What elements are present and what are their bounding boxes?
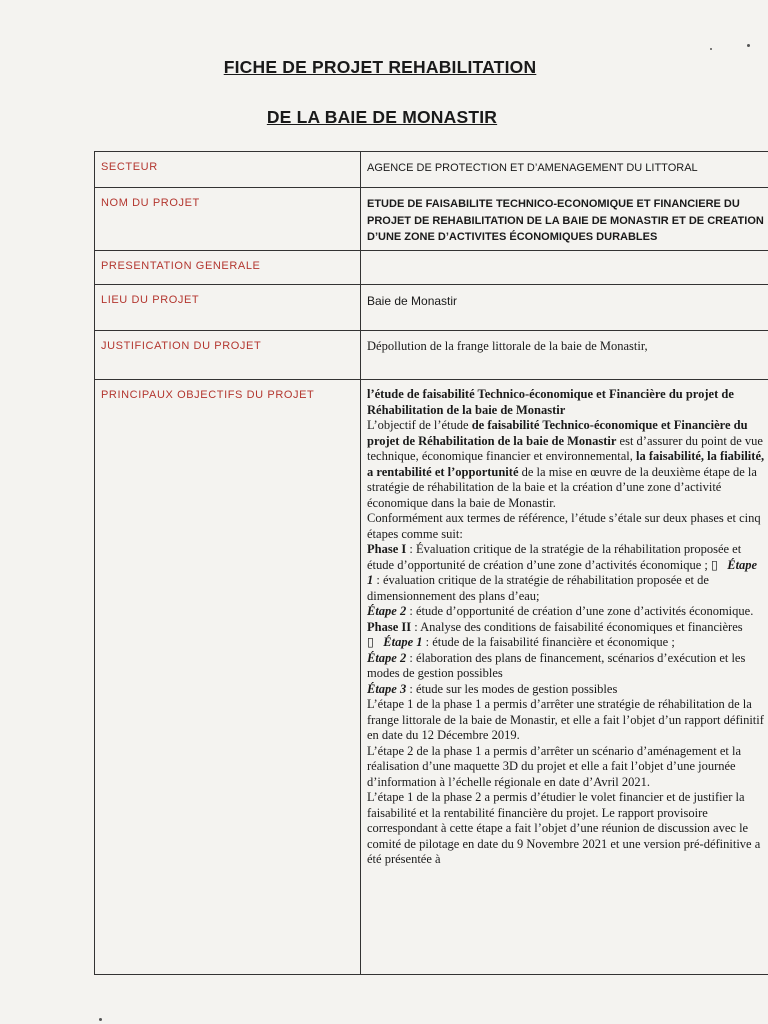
objectives-body <box>367 418 765 868</box>
table-row-presentation <box>95 251 768 285</box>
phase-1-etape-2: Étape 2 : étude d’opportunité de création d’une zone d’activités économique. <box>367 604 754 618</box>
row-label: NOM DU PROJET <box>95 188 361 251</box>
table-row-secteur <box>95 152 768 188</box>
document-subtitle: DE LA BAIE DE MONASTIR <box>266 107 498 127</box>
objectives-paragraph: L’étape 1 de la phase 2 a permis d’étudier le volet financier et de justifier la faisabilité et la rentabilité financière du projet. Le rapport provisoire correspondant à cette étape a fait l’objet d’une réunion de discussion avec le comité de pilotage en date du 9 Novembre 2021 et une version pré-définitive a été présentée à <box>367 790 761 866</box>
row-label: PRESENTATION GENERALE <box>95 251 361 285</box>
table-row-nom-projet <box>95 188 768 251</box>
row-value: Baie de Monastir <box>367 294 458 308</box>
row-label: SECTEUR <box>95 152 361 188</box>
table-row-objectifs <box>95 380 768 975</box>
table-row-justification <box>95 331 768 380</box>
phase-2-etape-2: Étape 2 : élaboration des plans de financement, scénarios d’exécution et les modes de gestion possibles <box>367 650 746 680</box>
row-label: PRINCIPAUX OBJECTIFS DU PROJET <box>95 380 361 975</box>
objectives-heading: l’étude de faisabilité Technico-économique et Financière du projet de Réhabilitation de la baie de Monastir <box>367 387 734 417</box>
objectives-paragraph: L’étape 2 de la phase 1 a permis d’arrêter un scénario d’aménagement et la réalisation d’une maquette 3D du projet et elle a fait l’objet d’une journée d’information à l’échelle régionale en date d’Avril 2021. <box>367 743 742 789</box>
phase-2: Phase II : Analyse des conditions de faisabilité économiques et financières ▯ Étape 1 : étude de la faisabilité financière et économique ; <box>367 619 743 649</box>
row-label: JUSTIFICATION DU PROJET <box>95 331 361 380</box>
table-row-lieu <box>95 285 768 331</box>
project-sheet-table <box>94 151 768 975</box>
row-value: ETUDE DE FAISABILITE TECHNICO-ECONOMIQUE ET FINANCIERE DU PROJET DE REHABILITATION DE LA BAIE DE MONASTIR ET DE CREATION D’UNE ZONE D’ACTIVITES ÉCONOMIQUES DURABLES <box>367 198 764 243</box>
scan-speck <box>99 1018 102 1021</box>
objectives-paragraph: L’objectif de l’étude de faisabilité Technico-économique et Financière du projet de Réhabilitation de la baie de Monastir est d’assurer du point de vue technique, économique financier et environnemental, la faisabilité, la fiabilité, a rentabilité et l’opportunité de la mise en œuvre de la deuxième étape de la stratégie de réhabilitation de la baie et la création d’une zone d’activité économique dans la baie de Monastir. <box>367 418 765 510</box>
phase-1: Phase I : Évaluation critique de la stratégie de la réhabilitation proposée et étude d’opportunité de création d’une zone d’activités économique ; ▯ Étape 1 : évaluation critique de la stratégie de réhabilitation proposée et de dimensionnement des plans d’eau; <box>367 542 758 603</box>
row-value: Dépollution de la frange littorale de la baie de Monastir, <box>367 339 648 353</box>
scan-speck <box>710 48 712 50</box>
phase-2-etape-3: Étape 3 : étude sur les modes de gestion possibles <box>367 681 618 696</box>
scan-speck <box>747 44 750 47</box>
document-title: FICHE DE PROJET REHABILITATION <box>223 57 537 77</box>
objectives-paragraph: L’étape 1 de la phase 1 a permis d’arrêter une stratégie de réhabilitation de la frange littorale de la baie de Monastir, et elle a fait l’objet d’un rapport définitif en date du 12 Décembre 2019. <box>367 697 764 742</box>
row-value: AGENCE DE PROTECTION ET D’AMENAGEMENT DU LITTORAL <box>367 162 698 174</box>
row-label: LIEU DU PROJET <box>95 285 361 331</box>
objectives-paragraph: Conformément aux termes de référence, l’étude s’étale sur deux phases et cinq étapes comme suit: <box>367 511 761 541</box>
